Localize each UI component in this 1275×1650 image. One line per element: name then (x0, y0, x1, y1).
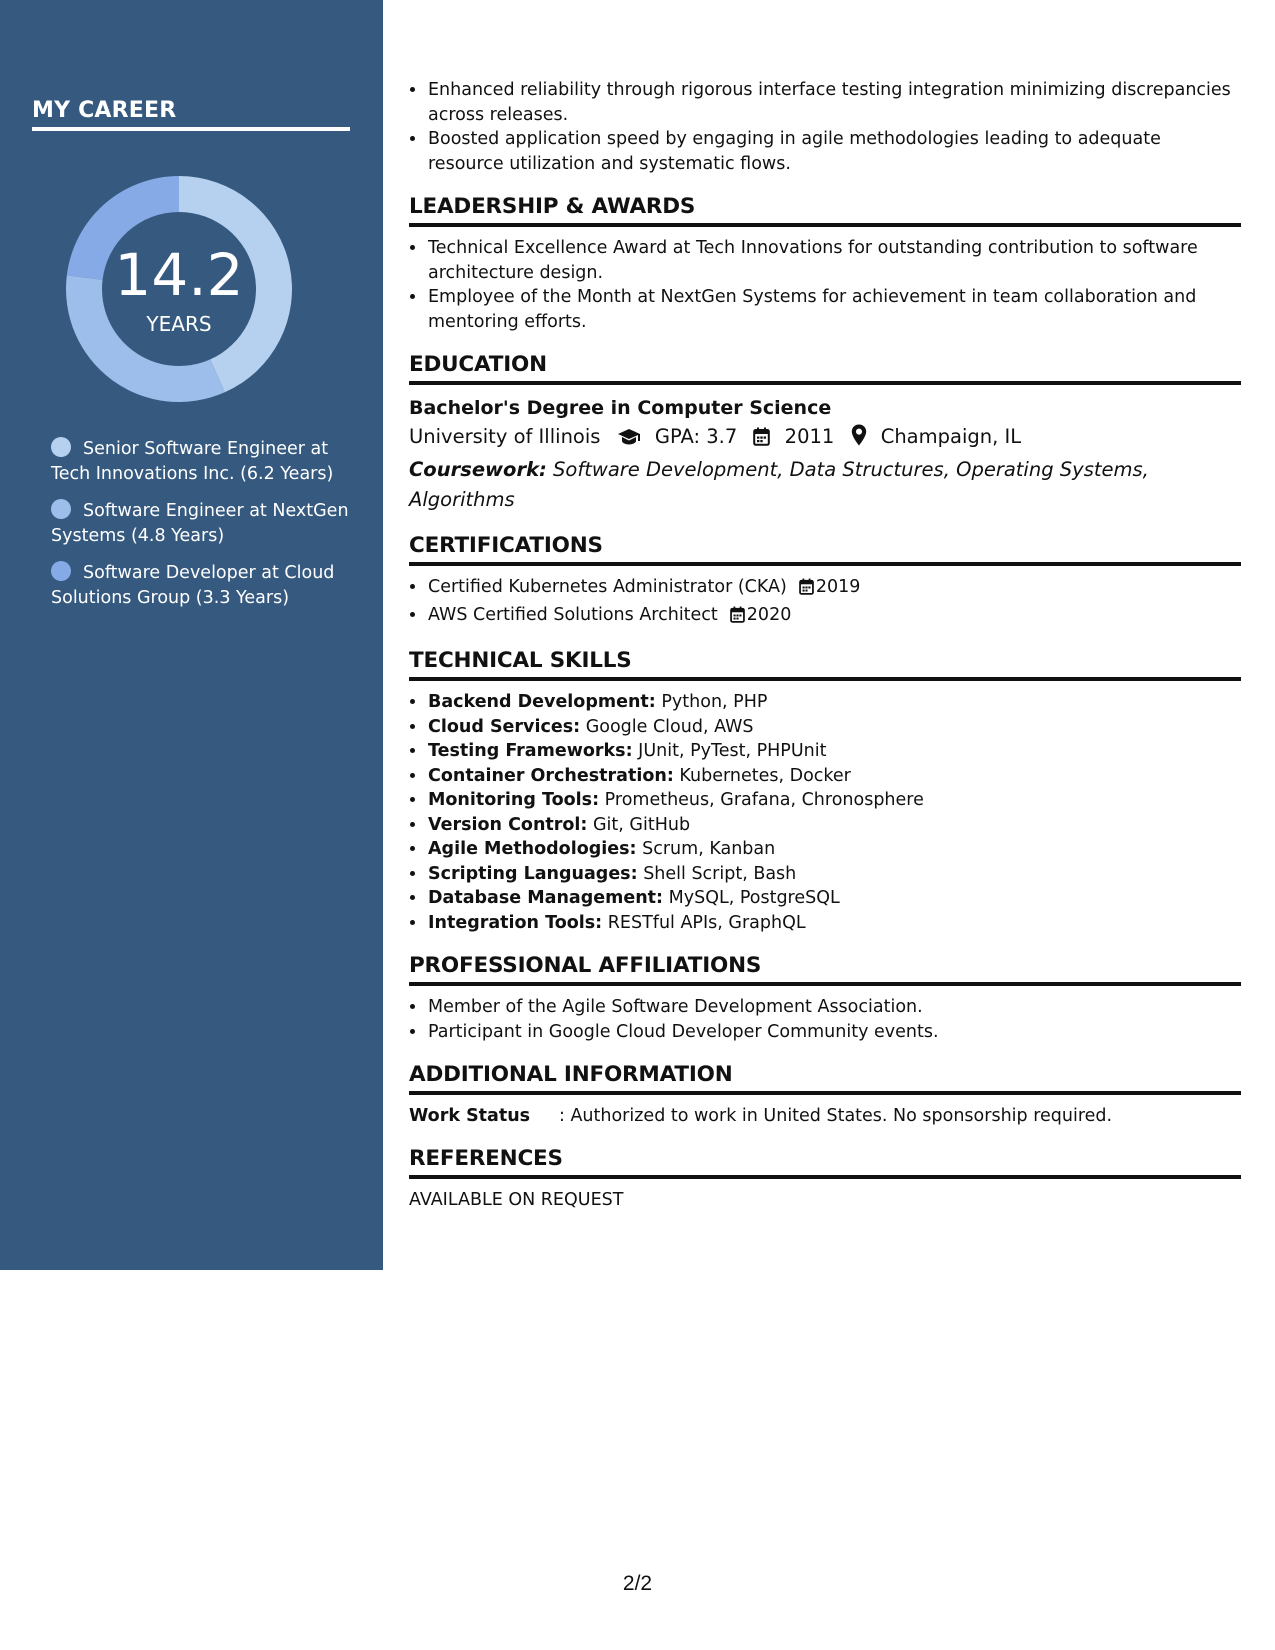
main-content (409, 78, 1241, 1212)
list-item (427, 837, 1241, 862)
skills-heading: TECHNICAL SKILLS (409, 648, 1241, 681)
legend-item (51, 499, 351, 549)
skill-label: Integration Tools: (428, 912, 603, 933)
skill-value: Git, GitHub (593, 814, 691, 835)
references-text: AVAILABLE ON REQUEST (409, 1190, 624, 1210)
skill-value: RESTful APIs, GraphQL (607, 912, 806, 933)
affiliations-heading: PROFESSIONAL AFFILIATIONS (409, 953, 1241, 986)
school-location: Champaign, IL (880, 425, 1022, 448)
list-item: • Enhanced reliability through rigorous interface testing integration minimizing discrepancies across releases. (427, 78, 1241, 127)
list-item (427, 739, 1241, 764)
skill-value: Prometheus, Grafana, Chronosphere (604, 790, 924, 810)
references-heading: REFERENCES (409, 1146, 1241, 1179)
cert-year: 2019 (815, 577, 861, 597)
list-item: • Employee of the Month at NextGen Systems for achievement in team collaboration and mentoring efforts. (427, 285, 1241, 334)
graduation-cap-icon (617, 425, 641, 455)
list-item (427, 690, 1241, 715)
skill-label: Testing Frameworks: (428, 741, 633, 761)
list-item: • Member of the Agile Software Development Association. (427, 995, 1241, 1020)
work-status-row (409, 1104, 1241, 1128)
cert-year: 2020 (746, 604, 792, 625)
coursework-label: Coursework: (409, 458, 547, 481)
certifications-list (409, 575, 1241, 630)
cert-name: Certified Kubernetes Administrator (CKA) (428, 577, 787, 597)
additional-info-heading: ADDITIONAL INFORMATION (409, 1062, 1241, 1095)
skill-label: Database Management: (428, 888, 664, 908)
education-details (409, 422, 1241, 455)
skill-value: Kubernetes, Docker (679, 765, 851, 786)
list-item (427, 862, 1241, 887)
skill-label: Version Control: (428, 814, 588, 835)
work-status-label: Work Status (409, 1106, 531, 1126)
career-title: MY CAREER (32, 98, 350, 131)
coursework-list: Software Development, Data Structures, Operating Systems, Algorithms (409, 458, 1149, 511)
map-pin-icon (851, 424, 867, 455)
list-item (427, 886, 1241, 911)
list-item (427, 603, 1241, 631)
page-number: 2/2 (622, 1572, 653, 1595)
skill-value: Shell Script, Bash (643, 863, 797, 884)
skill-value: JUnit, PyTest, PHPUnit (638, 741, 827, 761)
graduation-year: 2011 (784, 425, 835, 448)
experience-bullets (409, 78, 1241, 176)
calendar-icon (799, 578, 814, 603)
career-legend (51, 437, 351, 623)
legend-dot (51, 437, 71, 457)
skill-label: Backend Development: (428, 692, 656, 712)
school-name: University of Illinois (409, 425, 601, 448)
skill-value: Google Cloud, AWS (585, 716, 754, 737)
certifications-heading: CERTIFICATIONS (409, 533, 1241, 566)
list-item: • Boosted application speed by engaging in agile methodologies leading to adequate resource utilization and systematic flows. (427, 127, 1241, 176)
skill-label: Container Orchestration: (428, 765, 674, 786)
cert-name: AWS Certified Solutions Architect (428, 604, 718, 625)
skill-label: Scripting Languages: (428, 863, 638, 884)
leadership-heading: LEADERSHIP & AWARDS (409, 194, 1241, 227)
leadership-list (409, 236, 1241, 334)
legend-label: Software Engineer at NextGen Systems (4.8 Years) (51, 501, 349, 546)
gpa: GPA: 3.7 (654, 425, 738, 448)
skill-value: MySQL, PostgreSQL (668, 888, 840, 908)
skill-label: Cloud Services: (428, 716, 581, 737)
coursework (409, 455, 1241, 515)
skills-list (409, 690, 1241, 935)
total-years-unit: YEARS (146, 312, 212, 336)
legend-dot (51, 561, 71, 581)
degree: Bachelor's Degree in Computer Science (409, 397, 832, 419)
legend-dot (51, 499, 71, 519)
work-status-value: : Authorized to work in United States. No sponsorship required. (559, 1106, 1113, 1126)
skill-value: Scrum, Kanban (642, 839, 776, 859)
skill-value: Python, PHP (661, 692, 768, 712)
skill-label: Agile Methodologies: (428, 839, 637, 859)
education-heading: EDUCATION (409, 352, 1241, 385)
legend-item (51, 437, 351, 487)
list-item (427, 575, 1241, 603)
career-donut-chart (66, 176, 292, 402)
legend-item (51, 561, 351, 611)
list-item: • Participant in Google Cloud Developer Community events. (427, 1020, 1241, 1045)
list-item (427, 715, 1241, 740)
list-item (427, 764, 1241, 789)
legend-label: Software Developer at Cloud Solutions Group (3.3 Years) (51, 563, 335, 608)
skill-label: Monitoring Tools: (428, 790, 600, 810)
list-item: • Technical Excellence Award at Tech Innovations for outstanding contribution to software architecture design. (427, 236, 1241, 285)
list-item (427, 911, 1241, 936)
list-item (427, 813, 1241, 838)
legend-label: Senior Software Engineer at Tech Innovations Inc. (6.2 Years) (51, 439, 334, 484)
calendar-icon (730, 606, 745, 631)
list-item (427, 788, 1241, 813)
total-years-value: 14.2 (114, 241, 244, 309)
calendar-icon (753, 425, 770, 455)
affiliations-list (409, 995, 1241, 1044)
sidebar (0, 0, 383, 1270)
